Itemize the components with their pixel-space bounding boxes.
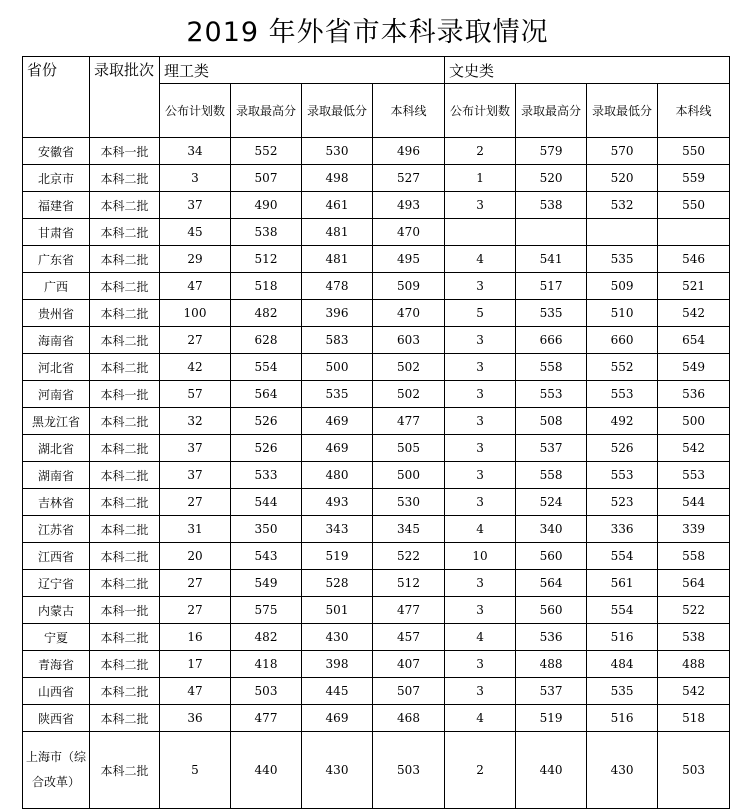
table-row — [23, 192, 730, 219]
table-row — [23, 300, 730, 327]
table-row — [23, 327, 730, 354]
cell-batch: 本科二批 — [90, 705, 160, 732]
cell-province: 安徽省 — [23, 138, 90, 165]
cell-s-max: 544 — [231, 489, 302, 516]
header-science: 理工类 — [160, 57, 445, 84]
cell-s-plan: 27 — [160, 570, 231, 597]
cell-s-line: 457 — [373, 624, 445, 651]
cell-a-max: 560 — [516, 543, 587, 570]
cell-a-max: 537 — [516, 435, 587, 462]
cell-province: 河北省 — [23, 354, 90, 381]
cell-batch: 本科二批 — [90, 354, 160, 381]
cell-a-plan: 3 — [445, 651, 516, 678]
cell-s-min: 396 — [302, 300, 373, 327]
cell-a-line: 503 — [658, 732, 730, 809]
cell-s-plan: 34 — [160, 138, 231, 165]
table-row — [23, 435, 730, 462]
cell-a-min: 526 — [587, 435, 658, 462]
cell-s-max: 538 — [231, 219, 302, 246]
cell-s-max: 418 — [231, 651, 302, 678]
cell-s-min: 478 — [302, 273, 373, 300]
cell-a-max: 517 — [516, 273, 587, 300]
cell-s-min: 480 — [302, 462, 373, 489]
cell-s-line: 503 — [373, 732, 445, 809]
cell-s-plan: 37 — [160, 192, 231, 219]
cell-province: 湖南省 — [23, 462, 90, 489]
cell-batch: 本科二批 — [90, 570, 160, 597]
cell-a-line: 550 — [658, 138, 730, 165]
cell-a-max: 536 — [516, 624, 587, 651]
cell-batch: 本科二批 — [90, 300, 160, 327]
cell-batch: 本科二批 — [90, 273, 160, 300]
cell-s-line: 505 — [373, 435, 445, 462]
cell-a-max: 666 — [516, 327, 587, 354]
cell-a-plan: 3 — [445, 408, 516, 435]
cell-a-max: 535 — [516, 300, 587, 327]
cell-a-max: 537 — [516, 678, 587, 705]
cell-a-min: 532 — [587, 192, 658, 219]
cell-a-plan: 1 — [445, 165, 516, 192]
cell-a-line: 522 — [658, 597, 730, 624]
cell-s-line: 507 — [373, 678, 445, 705]
table-row — [23, 273, 730, 300]
cell-s-min: 500 — [302, 354, 373, 381]
cell-s-plan: 45 — [160, 219, 231, 246]
table-row — [23, 705, 730, 732]
cell-s-line: 530 — [373, 489, 445, 516]
cell-s-min: 430 — [302, 732, 373, 809]
cell-s-max: 503 — [231, 678, 302, 705]
cell-batch: 本科二批 — [90, 246, 160, 273]
cell-a-line: 500 — [658, 408, 730, 435]
cell-a-plan: 4 — [445, 246, 516, 273]
cell-s-min: 481 — [302, 219, 373, 246]
cell-s-max: 543 — [231, 543, 302, 570]
cell-a-plan: 4 — [445, 705, 516, 732]
cell-s-max: 350 — [231, 516, 302, 543]
cell-s-max: 440 — [231, 732, 302, 809]
cell-s-plan: 27 — [160, 327, 231, 354]
cell-batch: 本科二批 — [90, 327, 160, 354]
header-arts-max: 录取最高分 — [516, 84, 587, 138]
cell-s-max: 575 — [231, 597, 302, 624]
cell-a-min: 510 — [587, 300, 658, 327]
cell-a-line — [658, 219, 730, 246]
cell-province: 广东省 — [23, 246, 90, 273]
cell-a-line: 549 — [658, 354, 730, 381]
table-row — [23, 462, 730, 489]
cell-a-line: 550 — [658, 192, 730, 219]
cell-s-plan: 37 — [160, 435, 231, 462]
cell-s-max: 490 — [231, 192, 302, 219]
cell-a-line: 488 — [658, 651, 730, 678]
cell-batch: 本科二批 — [90, 165, 160, 192]
cell-a-plan: 4 — [445, 624, 516, 651]
cell-a-line: 536 — [658, 381, 730, 408]
cell-a-min: 570 — [587, 138, 658, 165]
cell-a-plan: 5 — [445, 300, 516, 327]
cell-s-line: 496 — [373, 138, 445, 165]
cell-a-plan: 3 — [445, 462, 516, 489]
cell-a-line: 553 — [658, 462, 730, 489]
cell-s-plan: 37 — [160, 462, 231, 489]
cell-s-max: 507 — [231, 165, 302, 192]
cell-a-line: 564 — [658, 570, 730, 597]
cell-s-plan: 47 — [160, 678, 231, 705]
header-science-line: 本科线 — [373, 84, 445, 138]
cell-s-line: 470 — [373, 219, 445, 246]
cell-a-plan: 4 — [445, 516, 516, 543]
cell-a-min: 561 — [587, 570, 658, 597]
cell-s-line: 522 — [373, 543, 445, 570]
cell-s-min: 493 — [302, 489, 373, 516]
header-science-min: 录取最低分 — [302, 84, 373, 138]
cell-a-max: 560 — [516, 597, 587, 624]
cell-province: 湖北省 — [23, 435, 90, 462]
cell-a-max: 340 — [516, 516, 587, 543]
cell-a-plan: 3 — [445, 678, 516, 705]
cell-province: 宁夏 — [23, 624, 90, 651]
cell-s-plan: 31 — [160, 516, 231, 543]
cell-s-min: 469 — [302, 435, 373, 462]
cell-a-line: 558 — [658, 543, 730, 570]
cell-batch: 本科二批 — [90, 408, 160, 435]
cell-s-max: 512 — [231, 246, 302, 273]
cell-a-line: 546 — [658, 246, 730, 273]
cell-province: 山西省 — [23, 678, 90, 705]
table-row — [23, 624, 730, 651]
table-row — [23, 219, 730, 246]
cell-province: 上海市（综合改革） — [23, 732, 90, 809]
cell-a-plan: 3 — [445, 354, 516, 381]
cell-province: 青海省 — [23, 651, 90, 678]
cell-province: 吉林省 — [23, 489, 90, 516]
cell-a-plan: 2 — [445, 138, 516, 165]
cell-s-min: 530 — [302, 138, 373, 165]
cell-a-line: 542 — [658, 678, 730, 705]
cell-a-max: 558 — [516, 354, 587, 381]
header-arts-min: 录取最低分 — [587, 84, 658, 138]
cell-s-line: 509 — [373, 273, 445, 300]
cell-s-line: 407 — [373, 651, 445, 678]
cell-a-max: 524 — [516, 489, 587, 516]
table-row — [23, 408, 730, 435]
cell-s-max: 554 — [231, 354, 302, 381]
cell-a-min: 535 — [587, 246, 658, 273]
table-row — [23, 489, 730, 516]
cell-batch: 本科二批 — [90, 651, 160, 678]
header-science-max: 录取最高分 — [231, 84, 302, 138]
cell-a-max: 488 — [516, 651, 587, 678]
cell-a-min: 535 — [587, 678, 658, 705]
cell-batch: 本科一批 — [90, 381, 160, 408]
cell-a-min — [587, 219, 658, 246]
cell-s-min: 461 — [302, 192, 373, 219]
cell-s-min: 519 — [302, 543, 373, 570]
cell-s-plan: 17 — [160, 651, 231, 678]
cell-a-plan: 3 — [445, 570, 516, 597]
cell-s-plan: 5 — [160, 732, 231, 809]
cell-a-max: 553 — [516, 381, 587, 408]
cell-s-min: 469 — [302, 705, 373, 732]
cell-batch: 本科一批 — [90, 138, 160, 165]
cell-s-line: 470 — [373, 300, 445, 327]
table-row — [23, 732, 730, 809]
cell-a-line: 538 — [658, 624, 730, 651]
cell-batch: 本科二批 — [90, 543, 160, 570]
table-row — [23, 543, 730, 570]
cell-s-max: 564 — [231, 381, 302, 408]
cell-s-plan: 3 — [160, 165, 231, 192]
cell-s-plan: 47 — [160, 273, 231, 300]
cell-a-line: 544 — [658, 489, 730, 516]
cell-a-line: 542 — [658, 435, 730, 462]
cell-s-min: 498 — [302, 165, 373, 192]
cell-s-min: 528 — [302, 570, 373, 597]
cell-a-plan — [445, 219, 516, 246]
cell-a-max — [516, 219, 587, 246]
cell-a-max: 519 — [516, 705, 587, 732]
cell-batch: 本科二批 — [90, 489, 160, 516]
cell-province: 北京市 — [23, 165, 90, 192]
cell-s-min: 535 — [302, 381, 373, 408]
cell-a-plan: 3 — [445, 381, 516, 408]
cell-a-min: 516 — [587, 705, 658, 732]
cell-a-min: 509 — [587, 273, 658, 300]
cell-s-line: 527 — [373, 165, 445, 192]
cell-province: 黑龙江省 — [23, 408, 90, 435]
cell-batch: 本科二批 — [90, 678, 160, 705]
table-row — [23, 678, 730, 705]
cell-s-plan: 57 — [160, 381, 231, 408]
cell-s-min: 343 — [302, 516, 373, 543]
cell-a-min: 553 — [587, 462, 658, 489]
cell-province: 甘肃省 — [23, 219, 90, 246]
cell-s-min: 469 — [302, 408, 373, 435]
cell-s-max: 482 — [231, 300, 302, 327]
cell-a-plan: 3 — [445, 327, 516, 354]
cell-s-plan: 20 — [160, 543, 231, 570]
cell-a-min: 552 — [587, 354, 658, 381]
cell-a-max: 538 — [516, 192, 587, 219]
cell-a-plan: 10 — [445, 543, 516, 570]
cell-s-min: 430 — [302, 624, 373, 651]
cell-province: 内蒙古 — [23, 597, 90, 624]
cell-s-min: 445 — [302, 678, 373, 705]
cell-a-line: 339 — [658, 516, 730, 543]
cell-s-max: 628 — [231, 327, 302, 354]
cell-a-line: 559 — [658, 165, 730, 192]
cell-batch: 本科二批 — [90, 516, 160, 543]
cell-s-max: 526 — [231, 435, 302, 462]
cell-a-plan: 3 — [445, 597, 516, 624]
cell-a-line: 542 — [658, 300, 730, 327]
cell-s-line: 345 — [373, 516, 445, 543]
table-row — [23, 651, 730, 678]
cell-province: 河南省 — [23, 381, 90, 408]
cell-s-min: 398 — [302, 651, 373, 678]
cell-a-plan: 3 — [445, 192, 516, 219]
cell-a-line: 654 — [658, 327, 730, 354]
cell-batch: 本科二批 — [90, 732, 160, 809]
cell-s-line: 493 — [373, 192, 445, 219]
cell-s-max: 482 — [231, 624, 302, 651]
table-row — [23, 354, 730, 381]
admission-table — [22, 56, 730, 809]
cell-s-min: 583 — [302, 327, 373, 354]
cell-province: 陕西省 — [23, 705, 90, 732]
cell-s-plan: 36 — [160, 705, 231, 732]
cell-batch: 本科二批 — [90, 624, 160, 651]
cell-a-max: 564 — [516, 570, 587, 597]
cell-province: 辽宁省 — [23, 570, 90, 597]
cell-a-min: 553 — [587, 381, 658, 408]
cell-a-plan: 2 — [445, 732, 516, 809]
cell-s-max: 477 — [231, 705, 302, 732]
cell-a-min: 554 — [587, 597, 658, 624]
cell-s-line: 500 — [373, 462, 445, 489]
cell-s-max: 518 — [231, 273, 302, 300]
cell-a-max: 520 — [516, 165, 587, 192]
header-arts: 文史类 — [445, 57, 730, 84]
cell-a-max: 558 — [516, 462, 587, 489]
cell-s-max: 533 — [231, 462, 302, 489]
cell-a-max: 508 — [516, 408, 587, 435]
table-row — [23, 138, 730, 165]
cell-province: 贵州省 — [23, 300, 90, 327]
cell-s-line: 477 — [373, 408, 445, 435]
cell-s-plan: 27 — [160, 489, 231, 516]
cell-s-line: 512 — [373, 570, 445, 597]
table-row — [23, 516, 730, 543]
cell-a-min: 520 — [587, 165, 658, 192]
header-science-plan: 公布计划数 — [160, 84, 231, 138]
cell-province: 广西 — [23, 273, 90, 300]
cell-a-min: 554 — [587, 543, 658, 570]
cell-s-plan: 27 — [160, 597, 231, 624]
cell-s-plan: 100 — [160, 300, 231, 327]
cell-s-plan: 42 — [160, 354, 231, 381]
cell-s-min: 481 — [302, 246, 373, 273]
cell-province: 江苏省 — [23, 516, 90, 543]
table-row — [23, 381, 730, 408]
cell-batch: 本科二批 — [90, 435, 160, 462]
cell-province: 福建省 — [23, 192, 90, 219]
table-row — [23, 165, 730, 192]
cell-a-line: 518 — [658, 705, 730, 732]
cell-s-max: 526 — [231, 408, 302, 435]
cell-s-plan: 29 — [160, 246, 231, 273]
cell-a-max: 579 — [516, 138, 587, 165]
cell-s-line: 495 — [373, 246, 445, 273]
cell-province: 海南省 — [23, 327, 90, 354]
cell-s-min: 501 — [302, 597, 373, 624]
table-row — [23, 570, 730, 597]
cell-s-line: 603 — [373, 327, 445, 354]
cell-s-plan: 16 — [160, 624, 231, 651]
cell-a-min: 430 — [587, 732, 658, 809]
header-arts-plan: 公布计划数 — [445, 84, 516, 138]
cell-a-min: 484 — [587, 651, 658, 678]
cell-a-plan: 3 — [445, 273, 516, 300]
header-batch: 录取批次 — [90, 57, 160, 138]
cell-a-min: 516 — [587, 624, 658, 651]
cell-a-max: 440 — [516, 732, 587, 809]
cell-province: 江西省 — [23, 543, 90, 570]
cell-s-line: 502 — [373, 381, 445, 408]
cell-s-line: 502 — [373, 354, 445, 381]
table-row — [23, 246, 730, 273]
cell-a-min: 523 — [587, 489, 658, 516]
cell-a-line: 521 — [658, 273, 730, 300]
cell-a-min: 336 — [587, 516, 658, 543]
cell-batch: 本科一批 — [90, 597, 160, 624]
cell-a-plan: 3 — [445, 435, 516, 462]
cell-s-max: 549 — [231, 570, 302, 597]
cell-s-max: 552 — [231, 138, 302, 165]
cell-a-min: 660 — [587, 327, 658, 354]
cell-batch: 本科二批 — [90, 462, 160, 489]
cell-a-max: 541 — [516, 246, 587, 273]
cell-s-line: 477 — [373, 597, 445, 624]
page-title: 2019 年外省市本科录取情况 — [186, 17, 549, 48]
cell-s-line: 468 — [373, 705, 445, 732]
header-province: 省份 — [23, 57, 90, 138]
cell-a-plan: 3 — [445, 489, 516, 516]
table-row — [23, 597, 730, 624]
cell-batch: 本科二批 — [90, 192, 160, 219]
header-arts-line: 本科线 — [658, 84, 730, 138]
cell-a-min: 492 — [587, 408, 658, 435]
cell-s-plan: 32 — [160, 408, 231, 435]
cell-batch: 本科二批 — [90, 219, 160, 246]
